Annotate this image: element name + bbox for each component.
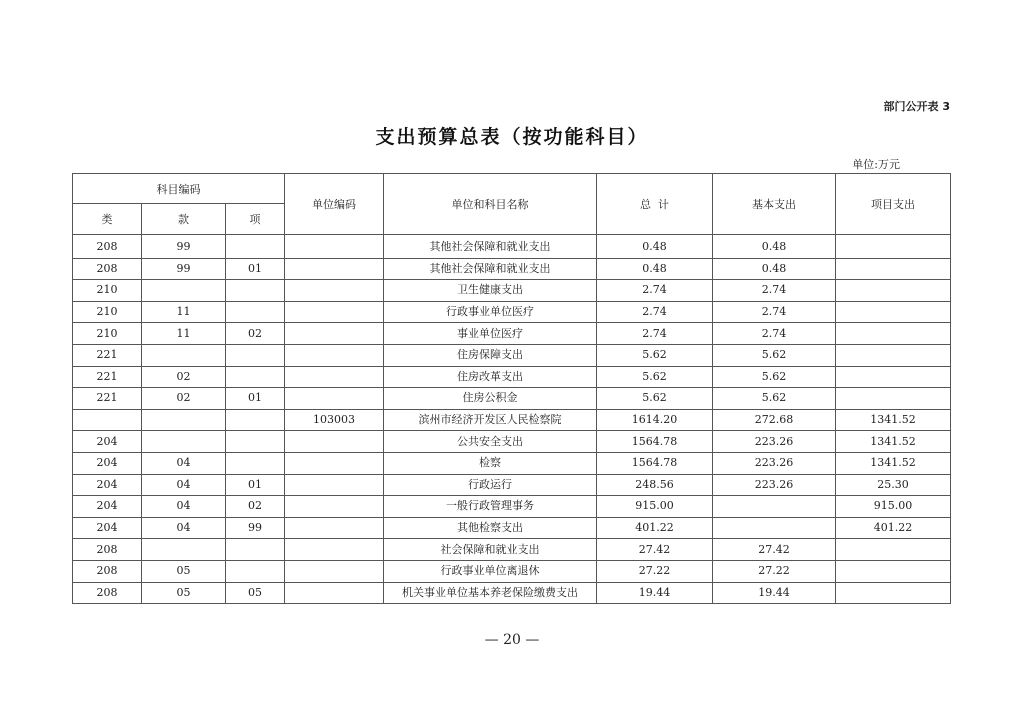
cell-project [836,560,951,582]
cell-xiang [226,280,285,302]
cell-project [836,235,951,259]
cell-kuan: 99 [142,258,226,280]
cell-name: 公共安全支出 [384,431,597,453]
cell-unit-code [285,474,384,496]
cell-project [836,301,951,323]
cell-kuan: 05 [142,582,226,604]
cell-project [836,388,951,410]
cell-project [836,258,951,280]
cell-kuan [142,539,226,561]
header-subject-code: 科目编码 [73,174,285,204]
cell-kuan: 11 [142,323,226,345]
cell-project: 1341.52 [836,431,951,453]
cell-kuan: 04 [142,496,226,518]
cell-project [836,280,951,302]
cell-lei [73,409,142,431]
cell-name: 社会保障和就业支出 [384,539,597,561]
cell-name: 卫生健康支出 [384,280,597,302]
cell-name: 检察 [384,452,597,474]
cell-name: 住房改革支出 [384,366,597,388]
cell-name: 其他检察支出 [384,517,597,539]
budget-table [72,173,951,604]
cell-name: 滨州市经济开发区人民检察院 [384,409,597,431]
cell-lei: 204 [73,517,142,539]
header-name: 单位和科目名称 [384,174,597,235]
cell-project [836,539,951,561]
cell-lei: 210 [73,280,142,302]
table-row [73,496,951,518]
header-total: 总 计 [597,174,713,235]
cell-total: 0.48 [597,235,713,259]
cell-lei: 208 [73,539,142,561]
cell-project [836,344,951,366]
cell-project: 25.30 [836,474,951,496]
table-row [73,280,951,302]
cell-basic: 2.74 [713,323,836,345]
cell-name: 机关事业单位基本养老保险缴费支出 [384,582,597,604]
cell-lei: 210 [73,301,142,323]
cell-basic: 0.48 [713,235,836,259]
table-row [73,517,951,539]
cell-total: 0.48 [597,258,713,280]
page-title: 支出预算总表（按功能科目） [375,126,649,148]
cell-total: 1564.78 [597,452,713,474]
cell-lei: 204 [73,431,142,453]
table-row [73,366,951,388]
cell-name: 住房公积金 [384,388,597,410]
cell-lei: 221 [73,344,142,366]
cell-kuan [142,409,226,431]
cell-basic: 2.74 [713,301,836,323]
cell-unit-code [285,301,384,323]
cell-xiang [226,235,285,259]
cell-basic: 5.62 [713,366,836,388]
cell-project [836,366,951,388]
cell-unit-code [285,431,384,453]
table-row [73,431,951,453]
cell-project: 1341.52 [836,452,951,474]
cell-unit-code [285,517,384,539]
cell-total: 2.74 [597,280,713,302]
cell-unit-code [285,560,384,582]
header-basic: 基本支出 [713,174,836,235]
cell-name: 一般行政管理事务 [384,496,597,518]
cell-lei: 208 [73,235,142,259]
header-kuan: 款 [142,204,226,235]
cell-lei: 210 [73,323,142,345]
table-row [73,258,951,280]
table-row [73,474,951,496]
cell-basic: 5.62 [713,344,836,366]
cell-xiang [226,539,285,561]
cell-unit-code [285,258,384,280]
cell-total: 915.00 [597,496,713,518]
cell-project: 401.22 [836,517,951,539]
cell-xiang: 01 [226,388,285,410]
cell-lei: 208 [73,258,142,280]
cell-lei: 204 [73,474,142,496]
cell-total: 1614.20 [597,409,713,431]
cell-basic: 2.74 [713,280,836,302]
table-row [73,235,951,259]
cell-xiang: 99 [226,517,285,539]
cell-project [836,582,951,604]
header-xiang: 项 [226,204,285,235]
table-row [73,560,951,582]
cell-xiang [226,344,285,366]
cell-unit-code: 103003 [285,409,384,431]
cell-basic: 272.68 [713,409,836,431]
cell-basic: 0.48 [713,258,836,280]
header-unit-code: 单位编码 [285,174,384,235]
cell-basic [713,517,836,539]
cell-lei: 221 [73,366,142,388]
cell-kuan: 05 [142,560,226,582]
cell-basic: 223.26 [713,452,836,474]
cell-lei: 221 [73,388,142,410]
cell-basic: 27.22 [713,560,836,582]
cell-name: 其他社会保障和就业支出 [384,235,597,259]
cell-lei: 208 [73,560,142,582]
cell-basic: 27.42 [713,539,836,561]
cell-unit-code [285,496,384,518]
cell-xiang: 02 [226,323,285,345]
cell-basic: 5.62 [713,388,836,410]
cell-xiang [226,409,285,431]
cell-basic [713,496,836,518]
cell-total: 27.22 [597,560,713,582]
table-row [73,344,951,366]
cell-unit-code [285,452,384,474]
cell-name: 其他社会保障和就业支出 [384,258,597,280]
cell-unit-code [285,280,384,302]
cell-lei: 204 [73,496,142,518]
table-row [73,323,951,345]
cell-xiang [226,366,285,388]
cell-name: 行政运行 [384,474,597,496]
cell-unit-code [285,388,384,410]
cell-total: 19.44 [597,582,713,604]
cell-kuan [142,280,226,302]
cell-name: 行政事业单位离退休 [384,560,597,582]
unit-label: 单位:万元 [852,158,900,171]
cell-kuan: 02 [142,366,226,388]
cell-basic: 19.44 [713,582,836,604]
table-row [73,409,951,431]
cell-total: 401.22 [597,517,713,539]
cell-name: 行政事业单位医疗 [384,301,597,323]
page-tag: 部门公开表 3 [883,100,950,113]
table-row [73,301,951,323]
header-lei: 类 [73,204,142,235]
cell-unit-code [285,344,384,366]
header-project: 项目支出 [836,174,951,235]
cell-project: 1341.52 [836,409,951,431]
cell-xiang: 02 [226,496,285,518]
page-number: — 20 — [484,632,540,648]
cell-total: 2.74 [597,301,713,323]
table-row [73,452,951,474]
table-row [73,539,951,561]
cell-project: 915.00 [836,496,951,518]
cell-project [836,323,951,345]
cell-xiang [226,431,285,453]
cell-lei: 208 [73,582,142,604]
table-row [73,582,951,604]
cell-basic: 223.26 [713,474,836,496]
cell-xiang: 01 [226,258,285,280]
cell-unit-code [285,323,384,345]
cell-total: 27.42 [597,539,713,561]
cell-xiang [226,560,285,582]
cell-total: 5.62 [597,388,713,410]
cell-basic: 223.26 [713,431,836,453]
cell-kuan: 11 [142,301,226,323]
cell-total: 1564.78 [597,431,713,453]
cell-lei: 204 [73,452,142,474]
cell-kuan: 99 [142,235,226,259]
cell-unit-code [285,539,384,561]
cell-xiang: 01 [226,474,285,496]
cell-unit-code [285,235,384,259]
cell-kuan: 04 [142,517,226,539]
cell-total: 2.74 [597,323,713,345]
cell-xiang [226,301,285,323]
cell-unit-code [285,366,384,388]
cell-name: 事业单位医疗 [384,323,597,345]
cell-total: 5.62 [597,366,713,388]
cell-kuan: 04 [142,474,226,496]
cell-total: 248.56 [597,474,713,496]
cell-name: 住房保障支出 [384,344,597,366]
cell-total: 5.62 [597,344,713,366]
cell-kuan [142,431,226,453]
cell-kuan [142,344,226,366]
cell-unit-code [285,582,384,604]
cell-kuan: 04 [142,452,226,474]
cell-xiang [226,452,285,474]
cell-kuan: 02 [142,388,226,410]
cell-xiang: 05 [226,582,285,604]
table-row [73,388,951,410]
